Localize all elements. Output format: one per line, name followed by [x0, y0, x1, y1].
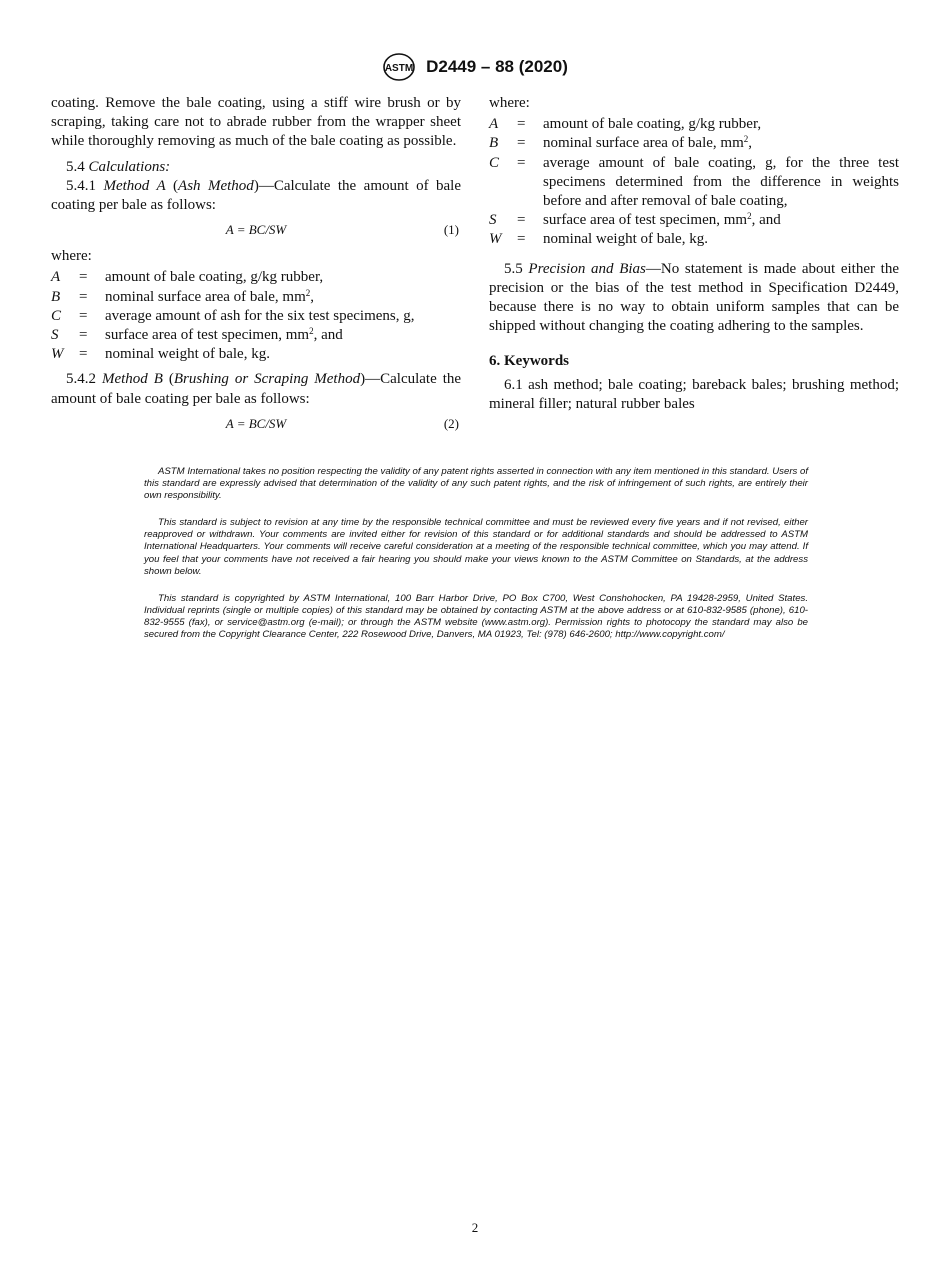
section-5-5: 5.5 Precision and Bias—No statement is made about either the precision or the bias of the test method in Specification D2449, because there is no way to obtain uniform samples that can be shipped without changing the coating adhering to the samples. [489, 260, 899, 335]
astm-logo-icon [382, 52, 416, 82]
copyright-notice: This standard is copyrighted by ASTM International, 100 Barr Harbor Drive, PO Box C700, West Conshohocken, PA 19428-2959, United States. Individual reprints (single or multiple copies) of this standard may be obtained by contacting ASTM at the above address or at 610-832-9585 (phone), 610-832-9555 (fax), or service@astm.org (e-mail); or through the ASTM website (www.astm.org). Permission rights to photocopy the standard may also be secured from the Copyright Clearance Center, 222 Rosewood Drive, Danvers, MA 01923, Tel: (978) 646-2600; http://www.copyright.com/ [144, 592, 808, 641]
equation-1 [51, 217, 461, 241]
section-5-4-1: 5.4.1 Method A (Ash Method)—Calculate the amount of bale coating per bale as follows: [51, 177, 462, 214]
equation-2-formula: A = BC/SW [225, 415, 287, 431]
definition-row: A = amount of bale coating, g/kg rubber, [51, 269, 324, 286]
definition-row: C = average amount of ash for the six test specimens, g, [51, 307, 415, 324]
section-5-4-heading: 5.4 Calculations: [66, 158, 171, 175]
definition-row: A = amount of bale coating, g/kg rubber, [489, 116, 762, 133]
equation-1-formula: A = BC/SW [225, 222, 287, 238]
where-label-1: where: [51, 248, 92, 265]
page-header [0, 52, 950, 82]
definition-row: B = nominal surface area of bale, $mm^2$, [51, 287, 314, 305]
left-column [51, 94, 461, 435]
definition-row: S = surface area of test specimen, $mm^2$, and [51, 326, 343, 344]
definition-row: W = nominal weight of bale, kg. [51, 346, 270, 363]
section-6-1: 6.1 ash method; bale coating; bareback bales; brushing method; mineral filler; natural rubber bales [489, 376, 899, 412]
definition-row: W = nominal weight of bale, kg. [489, 231, 708, 248]
page-number: 2 [471, 1220, 479, 1235]
document-designation: D2449 – 88 (2020) [426, 57, 568, 76]
right-column [489, 94, 899, 414]
legal-notices [144, 466, 808, 656]
definition-row: S = surface area of test specimen, $mm^2$, and [489, 211, 781, 229]
definition-row: B = nominal surface area of bale, $mm^2$, [489, 134, 752, 152]
svg-text:ASTM: ASTM [384, 63, 414, 74]
section-5-4-2: 5.4.2 Method B (Brushing or Scraping Method)—Calculate the amount of bale coating per bale as follows: [51, 371, 462, 407]
paragraph-continuation: coating. Remove the bale coating, using a stiff wire brush or by scraping, taking care not to abrade rubber from the wrapper sheet while thoroughly removing as much of the bale coating as possible. [51, 95, 461, 150]
variable-definitions-2 [489, 115, 899, 249]
section-6-heading: 6. Keywords [489, 353, 569, 370]
patent-notice: ASTM International takes no position respecting the validity of any patent rights asserted in connection with any item mentioned in this standard. Users of this standard are expressly advised that determination of the validity of any such patent rights, and the risk of infringement of such rights, are entirely their own responsibility. [144, 466, 808, 502]
definition-row: C = average amount of bale coating, g, for the three test specimens determined from the difference in weights before and after removal of bale coating, [489, 154, 899, 210]
equation-2 [51, 411, 461, 435]
revision-notice: This standard is subject to revision at any time by the responsible technical committee and must be reviewed every five years and if not revised, either reapproved or withdrawn. Your comments are invited either for revision of this standard or for additional standards and should be addressed to ASTM International Headquarters. Your comments will receive careful consideration at a meeting of the responsible technical committee, which you may attend. If you feel that your comments have not received a fair hearing you should make your views known to the ASTM Committee on Standards, at the address shown below. [144, 517, 808, 577]
equation-2-number: (2) [443, 415, 459, 431]
where-label-2: where: [489, 95, 530, 111]
equation-1-number: (1) [443, 222, 459, 238]
variable-definitions-1 [51, 268, 415, 364]
